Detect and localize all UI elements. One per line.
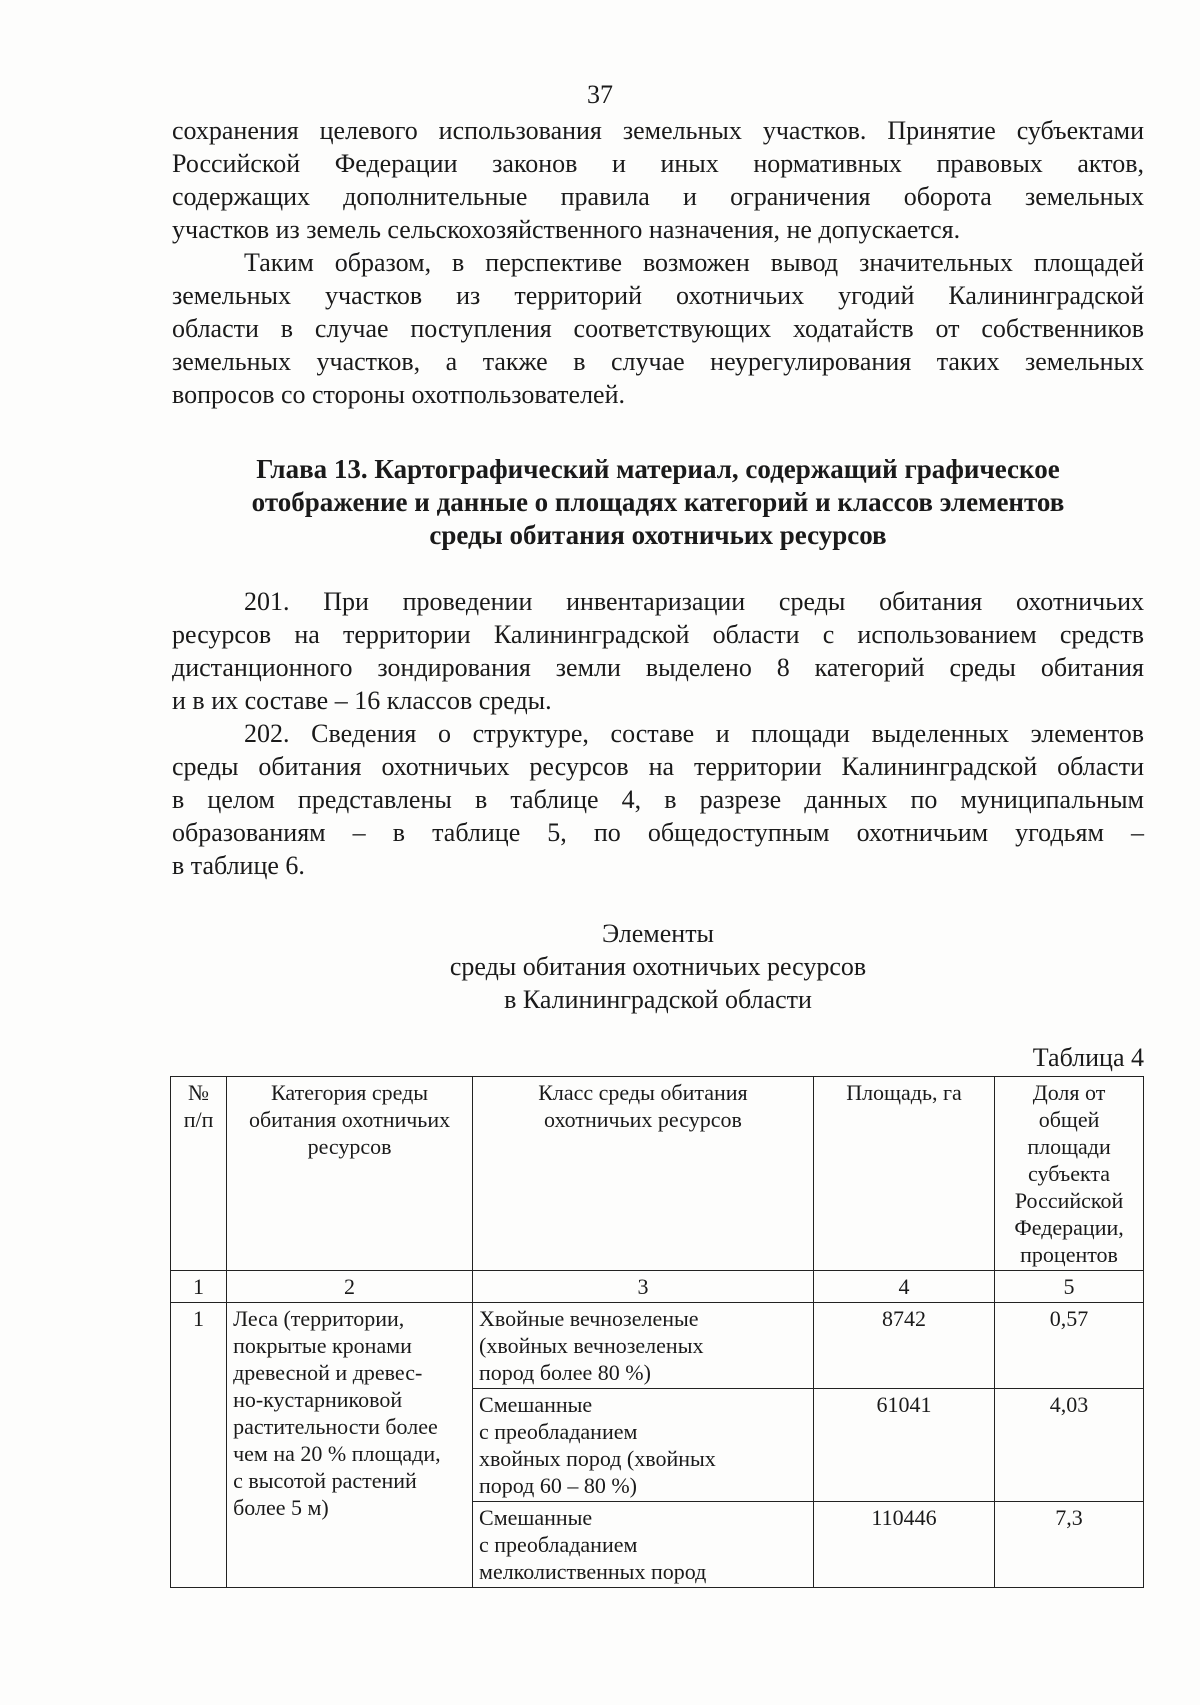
table-caption-line: Элементы xyxy=(601,919,715,948)
category-cell xyxy=(227,1303,473,1588)
header-line: охотничьих ресурсов xyxy=(544,1107,742,1132)
habitat-table xyxy=(170,1076,1144,1588)
paragraph xyxy=(172,246,1144,411)
paragraph xyxy=(172,585,1144,717)
table-caption-line: среды обитания охотничьих ресурсов xyxy=(449,952,867,981)
class-cell xyxy=(473,1389,814,1502)
category-line: Леса (территории, xyxy=(233,1306,405,1331)
column-number-cell: 1 xyxy=(171,1271,227,1303)
table-caption xyxy=(172,917,1144,1016)
table-header-row xyxy=(171,1077,1144,1271)
header-line: п/п xyxy=(183,1107,214,1132)
text-line: образованиям – в таблице 5, по общедоступным охотничьим угодьям – xyxy=(172,818,1144,847)
text-line: 201. При проведении инвентаризации среды обитания охотничьих xyxy=(244,587,1144,616)
table-label: Таблица 4 xyxy=(1032,1043,1144,1072)
category-line: древесной и древес- xyxy=(233,1360,423,1385)
text-line: Российской Федерации законов и иных нормативных правовых актов, xyxy=(172,149,1144,178)
class-line: пород 60 – 80 %) xyxy=(479,1473,638,1498)
category-line: но-кустарниковой xyxy=(233,1387,403,1412)
row-number-cell: 1 xyxy=(171,1303,227,1588)
text-line: в таблице 6. xyxy=(172,851,305,880)
header-line: Федерации, xyxy=(1014,1215,1124,1240)
category-line: растительности более xyxy=(233,1414,438,1439)
header-line: площади xyxy=(1027,1134,1111,1159)
text-line: и в их составе – 16 классов среды. xyxy=(172,686,552,715)
text-line: содержащих дополнительные правила и ограничения оборота земельных xyxy=(172,182,1144,211)
share-cell: 4,03 xyxy=(995,1389,1144,1502)
chapter-title-line: отображение и данные о площадях категорий и классов элементов xyxy=(251,487,1065,517)
text-line: области в случае поступления соответствующих ходатайств от собственников xyxy=(172,314,1144,343)
class-line: Смешанные xyxy=(479,1392,593,1417)
class-line: (хвойных вечнозеленых xyxy=(479,1333,704,1358)
column-number-cell: 3 xyxy=(473,1271,814,1303)
class-line: мелколиственных пород xyxy=(479,1559,707,1584)
header-line: Категория среды xyxy=(271,1080,429,1105)
text-line: вопросов со стороны охотпользователей. xyxy=(172,380,625,409)
header-line: № xyxy=(188,1080,210,1105)
header-line: процентов xyxy=(1020,1242,1118,1267)
class-line: с преобладанием xyxy=(479,1532,638,1557)
header-line: обитания охотничьих xyxy=(248,1107,451,1132)
column-number-cell: 5 xyxy=(995,1271,1144,1303)
chapter-title-line: Глава 13. Картографический материал, содержащий графическое xyxy=(256,454,1060,484)
column-number-cell: 4 xyxy=(813,1271,994,1303)
class-line: Смешанные xyxy=(479,1505,593,1530)
share-cell: 0,57 xyxy=(995,1303,1144,1389)
text-line: в целом представлены в таблице 4, в разрезе данных по муниципальным xyxy=(172,785,1144,814)
table-caption-line: в Калининградской области xyxy=(504,985,812,1014)
class-line: хвойных пород (хвойных xyxy=(479,1446,716,1471)
header-line: Доля от xyxy=(1032,1080,1106,1105)
text-line: земельных участков, а также в случае неурегулирования таких земельных xyxy=(172,347,1144,376)
class-line: Хвойные вечнозеленые xyxy=(479,1306,699,1331)
share-cell: 7,3 xyxy=(995,1502,1144,1588)
text-line: дистанционного зондирования земли выделено 8 категорий среды обитания xyxy=(172,653,1144,682)
class-cell xyxy=(473,1502,814,1588)
class-cell xyxy=(473,1303,814,1389)
header-category xyxy=(227,1077,473,1271)
column-number-row xyxy=(171,1271,1144,1303)
text-line: земельных участков из территорий охотничьих угодий Калининградской xyxy=(172,281,1144,310)
category-line: покрытые кронами xyxy=(233,1333,412,1358)
header-area xyxy=(813,1077,994,1271)
text-line: сохранения целевого использования земельных участков. Принятие субъектами xyxy=(172,116,1144,145)
header-line: ресурсов xyxy=(307,1134,392,1159)
table-row xyxy=(171,1303,1144,1389)
category-line: более 5 м) xyxy=(233,1495,329,1520)
column-number-cell: 2 xyxy=(227,1271,473,1303)
text-line: ресурсов на территории Калининградской области с использованием средств xyxy=(172,620,1144,649)
area-cell: 8742 xyxy=(813,1303,994,1389)
intro-paragraph xyxy=(172,114,1144,246)
header-line: Российской xyxy=(1014,1188,1124,1213)
header-share xyxy=(995,1077,1144,1271)
header-line: Площадь, га xyxy=(846,1080,962,1105)
paragraph-201 xyxy=(172,585,1144,717)
header-line: субъекта xyxy=(1028,1161,1111,1186)
chapter-title-line: среды обитания охотничьих ресурсов xyxy=(429,520,887,550)
area-cell: 110446 xyxy=(813,1502,994,1588)
header-line: Класс среды обитания xyxy=(538,1080,748,1105)
area-cell: 61041 xyxy=(813,1389,994,1502)
text-line: 202. Сведения о структуре, составе и площади выделенных элементов xyxy=(244,719,1144,748)
paragraph-continuation xyxy=(172,114,1144,246)
text-line: среды обитания охотничьих ресурсов на территории Калининградской области xyxy=(172,752,1144,781)
header-class xyxy=(473,1077,814,1271)
paragraph-202 xyxy=(172,717,1144,882)
category-line: с высотой растений xyxy=(233,1468,417,1493)
paragraph xyxy=(172,717,1144,882)
category-line: чем на 20 % площади, xyxy=(233,1441,441,1466)
text-line: участков из земель сельскохозяйственного назначения, не допускается. xyxy=(172,215,961,244)
page-number: 37 xyxy=(587,80,613,109)
header-line: общей xyxy=(1038,1107,1100,1132)
text-line: Таким образом, в перспективе возможен вывод значительных площадей xyxy=(244,248,1144,277)
class-line: пород более 80 %) xyxy=(479,1360,651,1385)
class-line: с преобладанием xyxy=(479,1419,638,1444)
chapter-title xyxy=(172,453,1144,552)
conclusion-paragraph xyxy=(172,246,1144,411)
header-number xyxy=(171,1077,227,1271)
